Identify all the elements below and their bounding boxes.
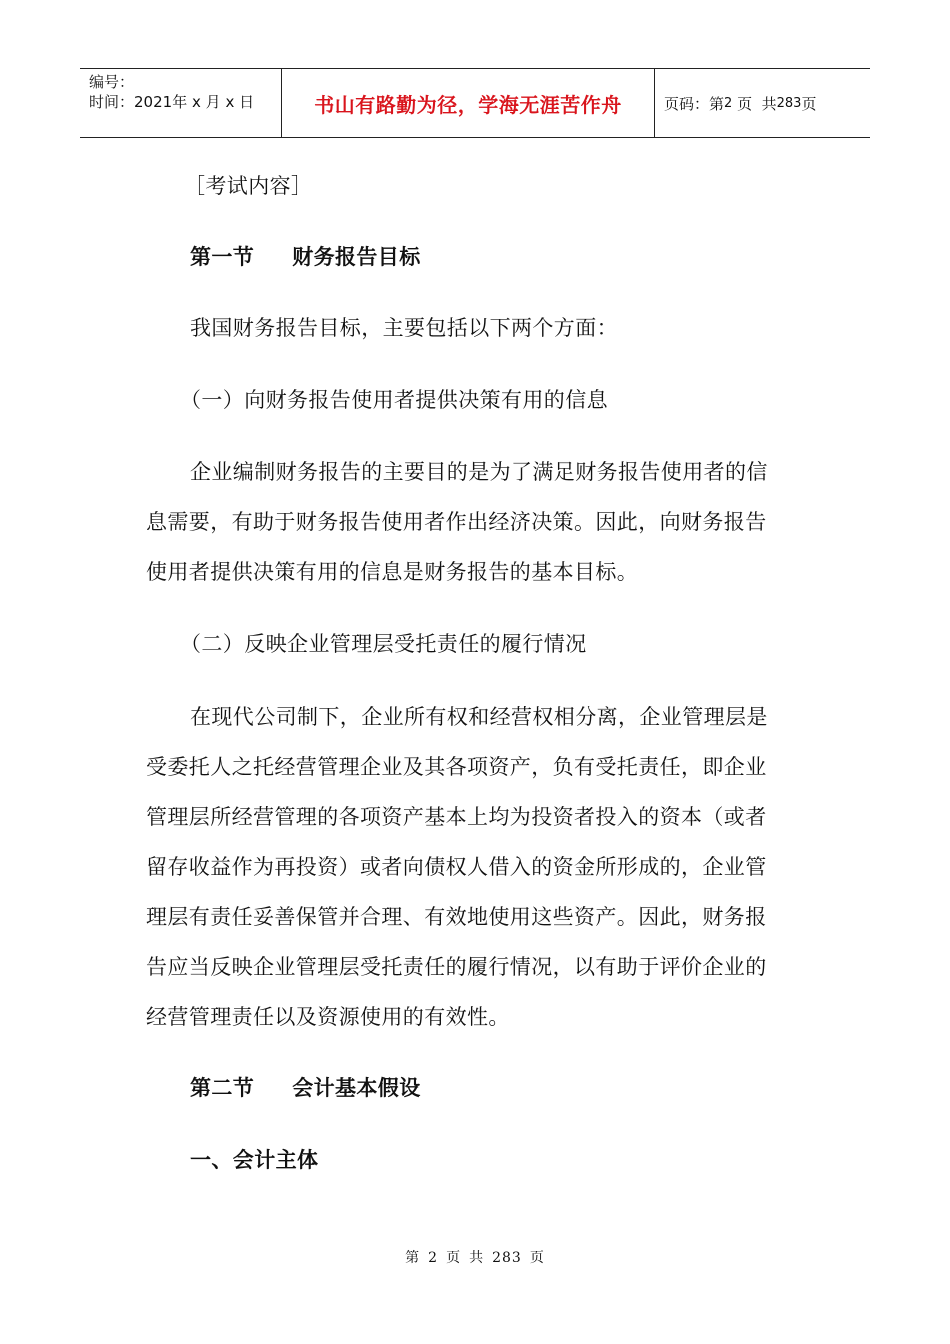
footer-total-pages: 283 — [492, 1250, 522, 1266]
paragraph-line: 使用者提供决策有用的信息是财务报告的基本目标。 — [146, 560, 639, 584]
page-total: 283 — [776, 95, 802, 111]
document-number-label: 编号： — [89, 73, 135, 91]
page-prefix: 页码：第 — [664, 94, 725, 113]
footer-ye: 页 — [446, 1250, 462, 1266]
page-header — [80, 68, 870, 138]
section-number: 第一节 — [190, 245, 255, 269]
date-prefix: 时间： — [89, 93, 135, 111]
date-year: 2021 — [134, 93, 173, 111]
subheading-line: （一）向财务报告使用者提供决策有用的信息 — [180, 388, 608, 412]
exam-content-label: ［考试内容］ — [184, 174, 313, 198]
subheading-line: （二）反映企业管理层受托责任的履行情况 — [180, 632, 587, 656]
paragraph-line: 我国财务报告目标，主要包括以下两个方面： — [190, 316, 618, 340]
paragraph-line: 受委托人之托经营管理企业及其各项资产，负有受托责任，即企业 — [146, 755, 767, 779]
paragraph-line: 经营管理责任以及资源使用的有效性。 — [146, 1005, 510, 1029]
page-footer — [0, 1247, 950, 1267]
section-heading-1 — [190, 242, 421, 272]
date-year-char: 年 — [172, 93, 188, 111]
paragraph-line: 管理层所经营管理的各项资产基本上均为投资者投入的资本（或者 — [146, 805, 767, 829]
paragraph-line: 息需要，有助于财务报告使用者作出经济决策。因此，向财务报告 — [146, 510, 767, 534]
subsection-heading: 一、会计主体 — [190, 1148, 319, 1172]
date-month: x — [192, 93, 201, 111]
date-day-char: 日 — [239, 93, 255, 111]
header-motto: 书山有路勤为径，学海无涯苦作舟 — [282, 69, 655, 137]
paragraph-line: 告应当反映企业管理层受托责任的履行情况，以有助于评价企业的 — [146, 955, 767, 979]
page-mid: 页 共 — [737, 94, 777, 113]
date-day: x — [225, 93, 235, 111]
header-page-info — [655, 69, 870, 137]
paragraph-line: 在现代公司制下，企业所有权和经营权相分离，企业管理层是 — [190, 705, 768, 729]
date-month-char: 月 — [205, 93, 221, 111]
paragraph-line: 理层有责任妥善保管并合理、有效地使用这些资产。因此，财务报 — [146, 905, 767, 929]
page-suffix: 页 — [801, 94, 817, 113]
page-number: 2 — [724, 95, 733, 111]
footer-gong: 共 — [469, 1250, 485, 1266]
document-date — [89, 92, 281, 112]
footer-ye: 页 — [529, 1250, 545, 1266]
paragraph-line: 留存收益作为再投资）或者向债权人借入的资金所形成的，企业管 — [146, 855, 767, 879]
section-number: 第二节 — [190, 1076, 255, 1100]
section-title: 会计基本假设 — [292, 1076, 421, 1100]
paragraph-line: 企业编制财务报告的主要目的是为了满足财务报告使用者的信 — [190, 460, 768, 484]
footer-page-number: 2 — [428, 1250, 439, 1266]
header-meta — [80, 69, 282, 137]
section-title: 财务报告目标 — [292, 245, 421, 269]
section-heading-2 — [190, 1073, 421, 1103]
footer-di: 第 — [405, 1250, 421, 1266]
